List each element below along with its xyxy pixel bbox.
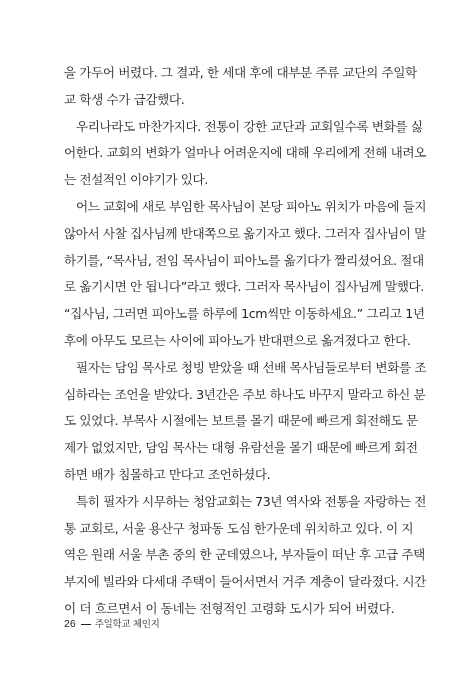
text-line: 이 더 흐르면서 이 동네는 전형적인 고령화 도시가 되어 버렸다. [64, 600, 395, 616]
text-line: 하기를, “목사님, 전임 목사님이 피아노를 옮기다가 짤리셨어요. 절대 [64, 252, 424, 268]
text-line: 필자는 담임 목사로 청빙 받았을 때 선배 목사님들로부터 변화를 조 [76, 359, 427, 375]
paragraph-3 [64, 194, 427, 355]
text-line: 을 가두어 버렸다. 그 결과, 한 세대 후에 대부분 주류 교단의 주일학 [64, 65, 417, 80]
text-line: 부지에 빌라와 다세대 주택이 들어서면서 거주 계층이 달라졌다. 시간 [64, 574, 426, 590]
paragraph-4 [64, 355, 427, 489]
text-line: 심하라는 조언을 받았다. 3년간은 주보 하나도 바꾸지 말라고 하신 분 [64, 386, 426, 402]
paragraph-2 [64, 114, 426, 194]
text-line: 교 학생 수가 급감했다. [64, 91, 185, 107]
running-title: 주일학교 체인지 [94, 619, 160, 630]
paragraph-5 [64, 489, 426, 623]
paragraph-1 [64, 60, 417, 114]
text-line: 하면 배가 침몰하고 만다고 조언하셨다. [64, 466, 271, 482]
text-line: 통 교회로, 서울 용산구 청파동 도심 한가운데 위치하고 있다. 이 지 [64, 520, 414, 536]
page-footer [64, 617, 160, 632]
text-line: 우리나라도 마찬가지다. 전통이 강한 교단과 교회일수록 변화를 싫 [76, 118, 423, 134]
text-line: 로 옮기시면 안 됩니다”라고 했다. 그러자 목사님이 집사님께 말했다. [64, 279, 424, 295]
text-line: 어한다. 교회의 변화가 얼마나 어려운지에 대해 우리에게 전해 내려오 [64, 145, 426, 161]
text-line: 는 전설적인 이야기가 있다. [64, 172, 208, 188]
text-line: 특히 필자가 시무하는 청암교회는 73년 역사와 전통을 자랑하는 전 [76, 493, 426, 509]
text-line: 제가 없었지만, 담임 목사는 대형 유람선을 몰기 때문에 빠르게 회전 [64, 440, 418, 456]
page-number: 26 [64, 618, 76, 630]
text-line: 역은 원래 서울 부촌 중의 한 군데였으나, 부자들이 떠난 후 고급 주택 [64, 547, 425, 563]
text-line: 도 있었다. 부목사 시절에는 보트를 몰기 때문에 빠르게 회전해도 문 [64, 413, 418, 429]
text-line: 어느 교회에 새로 부임한 목사님이 본당 피아노 위치가 마음에 들지 [76, 198, 427, 214]
body-text [64, 60, 427, 623]
text-line: “집사님, 그러면 피아노를 하루에 1cm씩만 이동하세요.” 그리고 1년 [64, 306, 425, 322]
text-line: 않아서 사찰 집사님께 반대쪽으로 옮기자고 했다. 그러자 집사님이 말 [64, 225, 426, 241]
text-line: 후에 아무도 모르는 사이에 피아노가 반대편으로 옮겨졌다고 한다. [64, 332, 411, 348]
footer-divider [81, 624, 91, 625]
